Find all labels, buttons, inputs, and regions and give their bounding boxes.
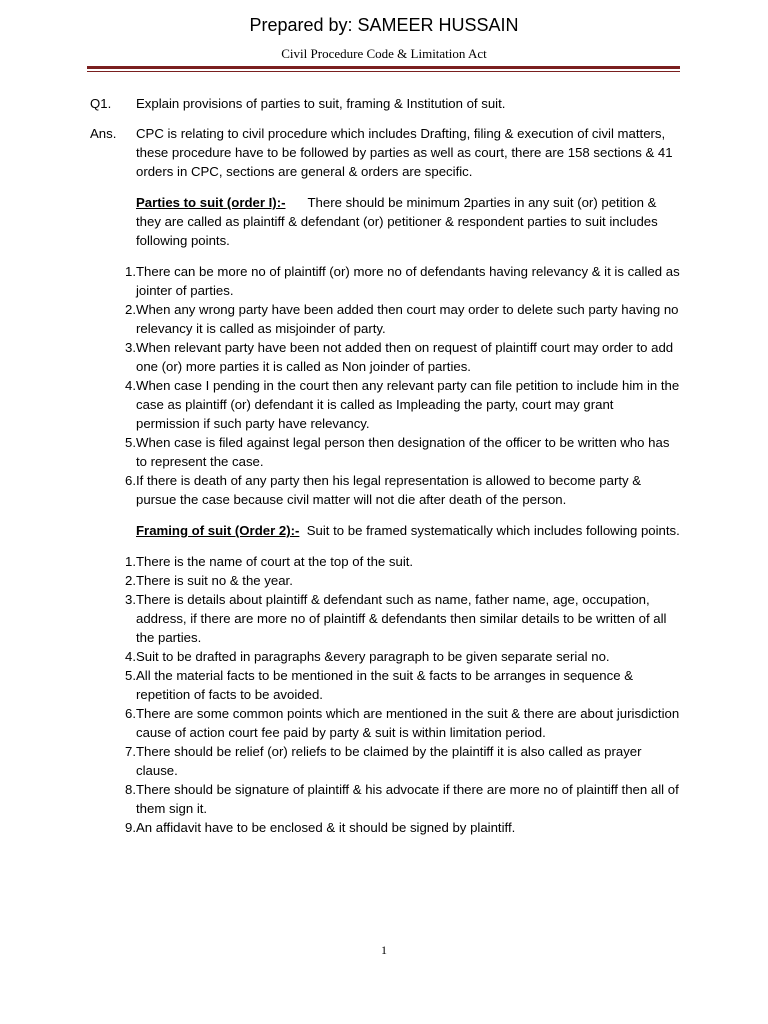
list-item-text: There should be signature of plaintiff & his advocate if there are more no of plaintiff then all of them sign it. xyxy=(136,782,679,816)
list-item-text: There should be relief (or) reliefs to be claimed by the plaintiff it is also called as prayer clause. xyxy=(136,744,642,778)
framing-heading: Framing of suit (Order 2):- xyxy=(136,523,300,538)
list-item xyxy=(90,300,680,338)
list-item xyxy=(90,818,680,837)
page-number: 1 xyxy=(381,943,387,957)
list-item-text: All the material facts to be mentioned in the suit & facts to be arranges in sequence & repetition of facts to be avoided. xyxy=(136,668,634,702)
list-item-number: 5. xyxy=(125,435,136,450)
list-item xyxy=(90,742,680,780)
list-item-number: 3. xyxy=(125,592,136,607)
framing-list xyxy=(90,552,680,837)
list-item xyxy=(90,666,680,704)
list-item-text: If there is death of any party then his legal representation is allowed to become party & pursue the case because civil matter will not die after death of the person. xyxy=(136,473,642,507)
answer-text: CPC is relating to civil procedure which includes Drafting, filing & execution of civil matters, these procedure have to be followed by parties as well as court, there are 158 sections & 41 orders in CPC, sections are general & orders are specific. xyxy=(136,126,673,179)
list-item-text: An affidavit have to be enclosed & it should be signed by plaintiff. xyxy=(136,820,516,835)
document-body xyxy=(90,94,680,837)
list-item-text: There can be more no of plaintiff (or) more no of defendants having relevancy & it is called as jointer of parties. xyxy=(136,264,680,298)
list-item-number: 6. xyxy=(125,473,136,488)
list-item-number: 2. xyxy=(125,573,136,588)
list-item xyxy=(90,376,680,433)
list-item-text: When any wrong party have been added then court may order to delete such party having no relevancy it is called as misjoinder of party. xyxy=(136,302,679,336)
parties-intro xyxy=(136,193,680,250)
list-item-text: When relevant party have been not added then on request of plaintiff court may order to add one (or) more parties it is called as Non joinder of parties. xyxy=(136,340,674,374)
list-item-number: 1. xyxy=(125,554,136,569)
list-item-text: Suit to be drafted in paragraphs &every paragraph to be given separate serial no. xyxy=(136,649,610,664)
list-item-number: 2. xyxy=(125,302,136,317)
answer-label: Ans. xyxy=(90,126,117,141)
list-item xyxy=(90,262,680,300)
framing-intro xyxy=(136,521,680,540)
list-item-number: 3. xyxy=(125,340,136,355)
question-row xyxy=(90,94,680,113)
parties-heading: Parties to suit (order I):- xyxy=(136,195,286,210)
list-item-number: 9. xyxy=(125,820,136,835)
list-item-number: 4. xyxy=(125,649,136,664)
list-item-number: 1. xyxy=(125,264,136,279)
list-item xyxy=(90,704,680,742)
list-item-text: When case I pending in the court then any relevant party can file petition to include him in the case as plaintiff (or) defendant it is called as Impleading the party, court may grant permission if such party have relevancy. xyxy=(136,378,680,431)
list-item-text: There is suit no & the year. xyxy=(136,573,293,588)
list-item xyxy=(90,338,680,376)
list-item-text: There is details about plaintiff & defendant such as name, father name, age, occupation, address, if there are more no of plaintiff & defendants then similar details to be written of all the parties. xyxy=(136,592,667,645)
list-item-number: 6. xyxy=(125,706,136,721)
list-item xyxy=(90,590,680,647)
parties-list xyxy=(90,262,680,509)
header-rule-thick xyxy=(87,66,680,69)
list-item-text: When case is filed against legal person then designation of the officer to be written who has to represent the case. xyxy=(136,435,670,469)
list-item-number: 8. xyxy=(125,782,136,797)
list-item xyxy=(90,571,680,590)
framing-intro-text: Suit to be framed systematically which includes following points. xyxy=(306,523,680,538)
list-item xyxy=(90,647,680,666)
question-label: Q1. xyxy=(90,96,112,111)
page-header-subtitle: Civil Procedure Code & Limitation Act xyxy=(281,46,487,61)
list-item-text: There is the name of court at the top of the suit. xyxy=(136,554,414,569)
answer-row xyxy=(90,124,680,181)
list-item-number: 7. xyxy=(125,744,136,759)
parties-intro-text: There should be minimum 2parties in any suit (or) petition & they are called as plaintiff & defendant (or) petitioner & respondent parties to suit includes following points. xyxy=(136,195,658,248)
header-rule-thin xyxy=(87,71,680,72)
question-text: Explain provisions of parties to suit, framing & Institution of suit. xyxy=(136,96,506,111)
list-item xyxy=(90,552,680,571)
list-item-number: 5. xyxy=(125,668,136,683)
list-item-text: There are some common points which are mentioned in the suit & there are about jurisdiction cause of action court fee paid by party & suit is within limitation period. xyxy=(136,706,680,740)
page-header-title: Prepared by: SAMEER HUSSAIN xyxy=(249,15,519,35)
list-item-number: 4. xyxy=(125,378,136,393)
list-item xyxy=(90,780,680,818)
list-item xyxy=(90,433,680,471)
list-item xyxy=(90,471,680,509)
